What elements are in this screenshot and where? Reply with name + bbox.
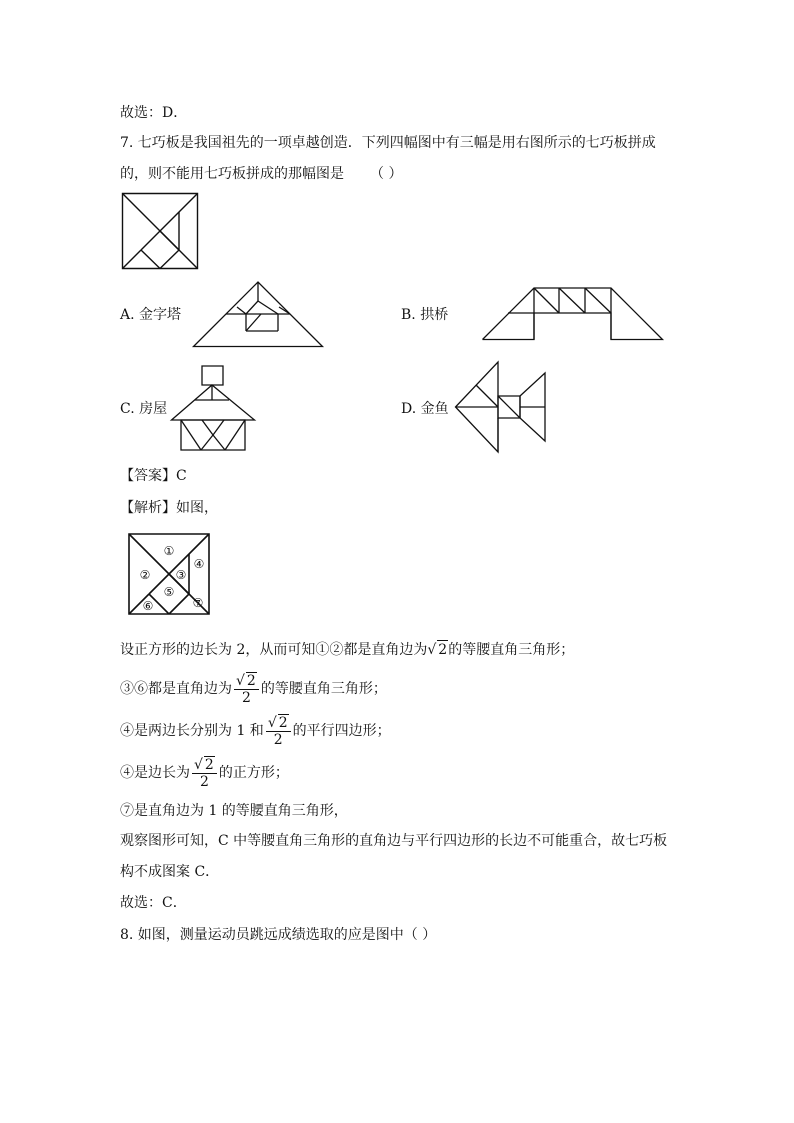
piece-label-2: ② [139,568,151,582]
option-d-label: D. 金鱼 [401,401,449,417]
prev-answer: 故选：D． [120,105,188,121]
piece-label-7: ⑦ [192,596,204,610]
analysis-line-3: ④是两边长分别为 1 和 $\frac{√ 2}{2}$ 的平行四边形； [120,715,391,748]
piece-label-4: ④ [193,557,205,571]
piece-label-5: ⑤ [163,585,175,599]
piece-label-1: ① [163,544,175,558]
tangram-reference-figure [122,193,198,269]
option-a-pyramid-figure [193,281,323,347]
analysis-line-1: 设正方形的边长为 2，从而可知①②都是直角边为√ 2的等腰直角三角形； [120,642,575,658]
analysis-heading: 【解析】如图， [120,500,218,516]
final-answer-line: 故选：C． [120,895,187,911]
labeled-tangram-figure [128,533,210,615]
q7-stem-line1: 7. 七巧板是我国祖先的一项卓越创造．下列四幅图中有三幅是用右图所示的七巧板拼成 [120,135,656,151]
option-d-fish-figure [455,361,546,453]
answer-line: 【答案】C [120,468,187,484]
analysis-line-6: 观察图形可知，C 中等腰直角三角形的直角边与平行四边形的长边不可能重合，故七巧板 [120,833,668,849]
option-a-label: A. 金字塔 [120,307,182,323]
option-c-label: C. 房屋 [120,401,168,417]
q7-stem-line2: 的，则不能用七巧板拼成的那幅图是 （ ） [120,166,403,182]
answer-paren: （ ） [370,166,403,182]
analysis-line-5: ⑦是直角边为 1 的等腰直角三角形， [120,803,348,819]
option-b-label: B. 拱桥 [401,307,449,323]
analysis-line-4: ④是边长为 $\frac{√ 2}{2}$ 的正方形； [120,757,289,790]
option-c-house-figure [171,365,255,451]
q8-stem: 8. 如图，测量运动员跳远成绩选取的应是图中（ ） [120,927,437,943]
fraction-sqrt2-over-2: $\frac{√ 2}{2}$ [234,672,259,706]
piece-label-3: ③ [175,568,187,582]
option-b-bridge-figure [482,287,663,340]
analysis-line-2: ③⑥都是直角边为 $\frac{√ 2}{2}$ 的等腰直角三角形； [120,673,387,706]
fraction-sqrt2-over-2: $\frac{√ 2}{2}$ [266,714,291,748]
analysis-line-7: 构不成图案 C． [120,864,220,880]
fraction-sqrt2-over-2: $\frac{√ 2}{2}$ [192,756,217,790]
piece-label-6: ⑥ [142,599,154,613]
